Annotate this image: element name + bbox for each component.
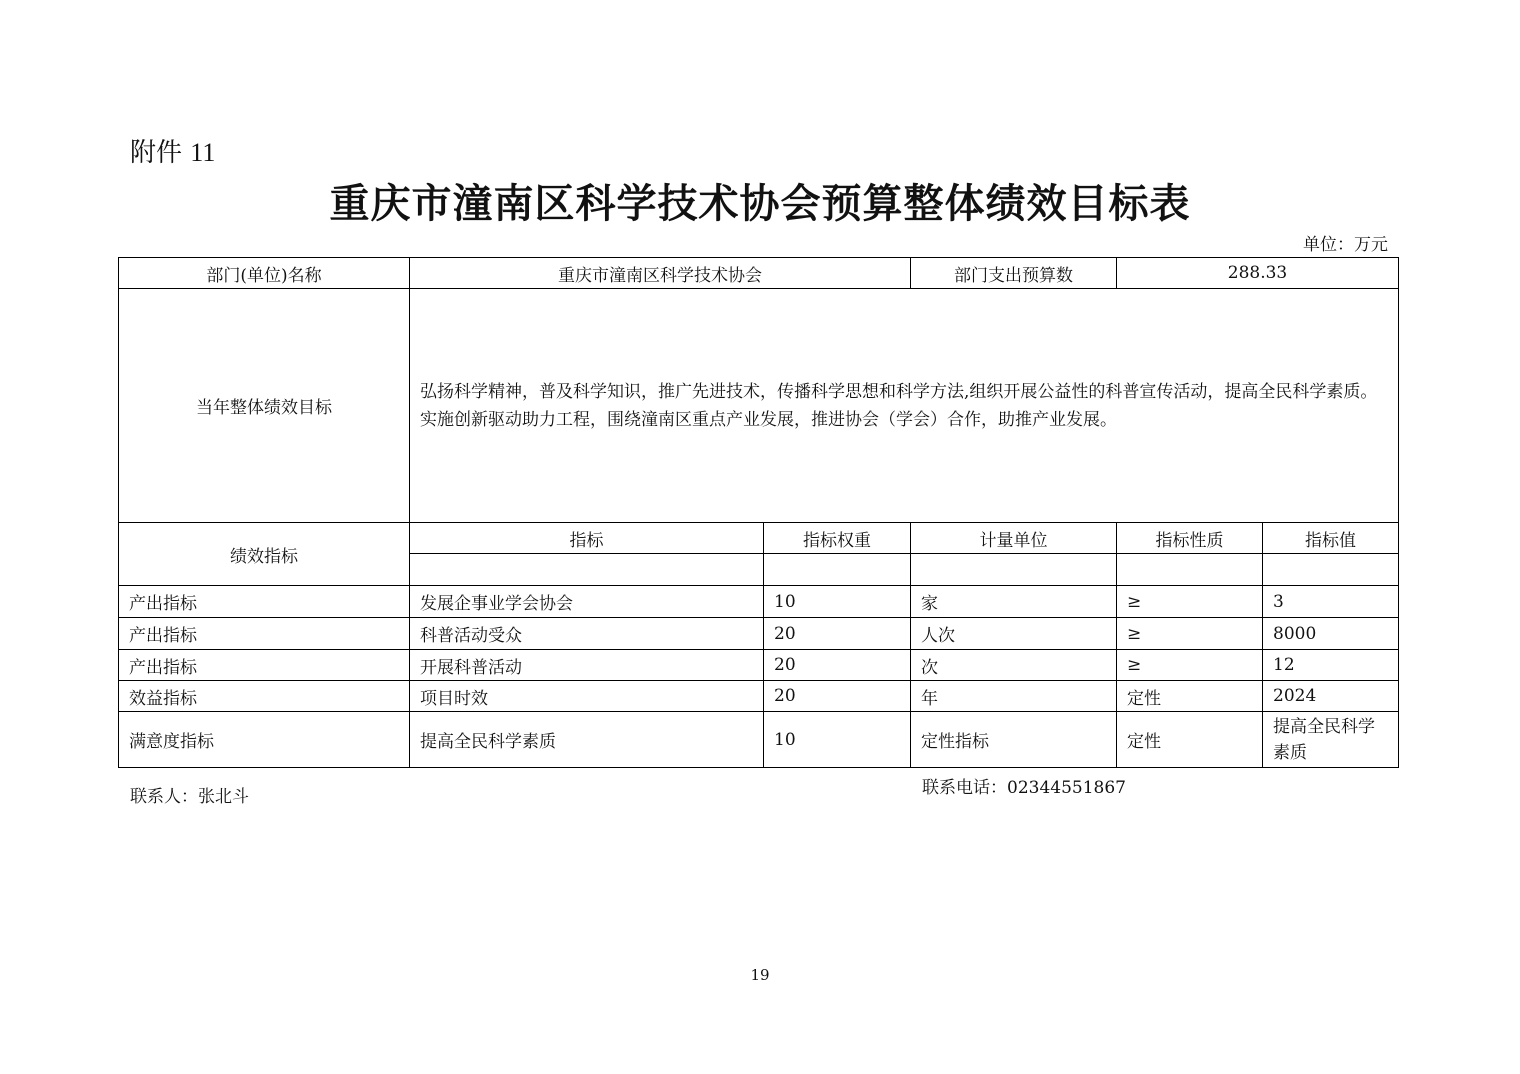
page-number: 19 (750, 966, 770, 984)
row-name: 开展科普活动 (410, 650, 764, 681)
empty-cell (410, 554, 764, 586)
table-row (119, 618, 1399, 650)
row-value: 2024 (1263, 681, 1399, 712)
contact-phone: 联系电话：02344551867 (922, 778, 1126, 798)
row-nature: ≥ (1117, 586, 1263, 618)
table-row (119, 681, 1399, 712)
row-weight: 20 (764, 618, 911, 650)
row-weight: 10 (764, 712, 911, 768)
row-value: 8000 (1263, 618, 1399, 650)
row-category: 产出指标 (119, 586, 410, 618)
row-nature: ≥ (1117, 650, 1263, 681)
row-category: 产出指标 (119, 618, 410, 650)
dept-value: 重庆市潼南区科学技术协会 (410, 258, 911, 289)
row-name: 发展企事业学会协会 (410, 586, 764, 618)
attachment-word: 附件 (130, 138, 183, 168)
indicator-header-row (119, 523, 1399, 554)
empty-cell (911, 554, 1117, 586)
row-category: 满意度指标 (119, 712, 410, 768)
row-name: 科普活动受众 (410, 618, 764, 650)
table-row (119, 650, 1399, 681)
row-nature: 定性 (1117, 712, 1263, 768)
row-value: 12 (1263, 650, 1399, 681)
row-weight: 20 (764, 650, 911, 681)
col-header-weight: 指标权重 (764, 523, 911, 554)
col-header-name: 指标 (410, 523, 764, 554)
row-unit: 次 (911, 650, 1117, 681)
goal-label: 当年整体绩效目标 (119, 289, 410, 523)
dept-label: 部门(单位)名称 (119, 258, 410, 289)
row-name: 提高全民科学素质 (410, 712, 764, 768)
goal-row (119, 289, 1399, 523)
attachment-label (130, 132, 215, 169)
row-unit: 年 (911, 681, 1117, 712)
row-value: 3 (1263, 586, 1399, 618)
header-row (119, 258, 1399, 289)
row-unit: 定性指标 (911, 712, 1117, 768)
col-header-value: 指标值 (1263, 523, 1399, 554)
contact-person: 联系人：张北斗 (130, 787, 249, 807)
goal-text: 弘扬科学精神，普及科学知识，推广先进技术，传播科学思想和科学方法,组织开展公益性的科普宣传活动，提高全民科学素质。实施创新驱动助力工程，围绕潼南区重点产业发展，推进协会（学会）合作，助推产业发展。 (410, 289, 1399, 523)
empty-cell (1263, 554, 1399, 586)
attachment-number: 11 (190, 138, 216, 167)
performance-table (118, 257, 1399, 768)
budget-value: 288.33 (1117, 258, 1399, 289)
row-unit: 人次 (911, 618, 1117, 650)
empty-cell (764, 554, 911, 586)
table-row (119, 712, 1399, 768)
row-weight: 10 (764, 586, 911, 618)
row-value: 提高全民科学素质 (1263, 712, 1399, 768)
col-header-unit: 计量单位 (911, 523, 1117, 554)
page-title: 重庆市潼南区科学技术协会预算整体绩效目标表 (329, 180, 1191, 227)
col-header-nature: 指标性质 (1117, 523, 1263, 554)
row-nature: ≥ (1117, 618, 1263, 650)
row-category: 产出指标 (119, 650, 410, 681)
row-unit: 家 (911, 586, 1117, 618)
empty-cell (1117, 554, 1263, 586)
budget-label: 部门支出预算数 (911, 258, 1117, 289)
row-name: 项目时效 (410, 681, 764, 712)
row-nature: 定性 (1117, 681, 1263, 712)
unit-note: 单位：万元 (1303, 235, 1388, 255)
row-weight: 20 (764, 681, 911, 712)
indicator-label: 绩效指标 (119, 523, 410, 586)
row-category: 效益指标 (119, 681, 410, 712)
table-row (119, 586, 1399, 618)
